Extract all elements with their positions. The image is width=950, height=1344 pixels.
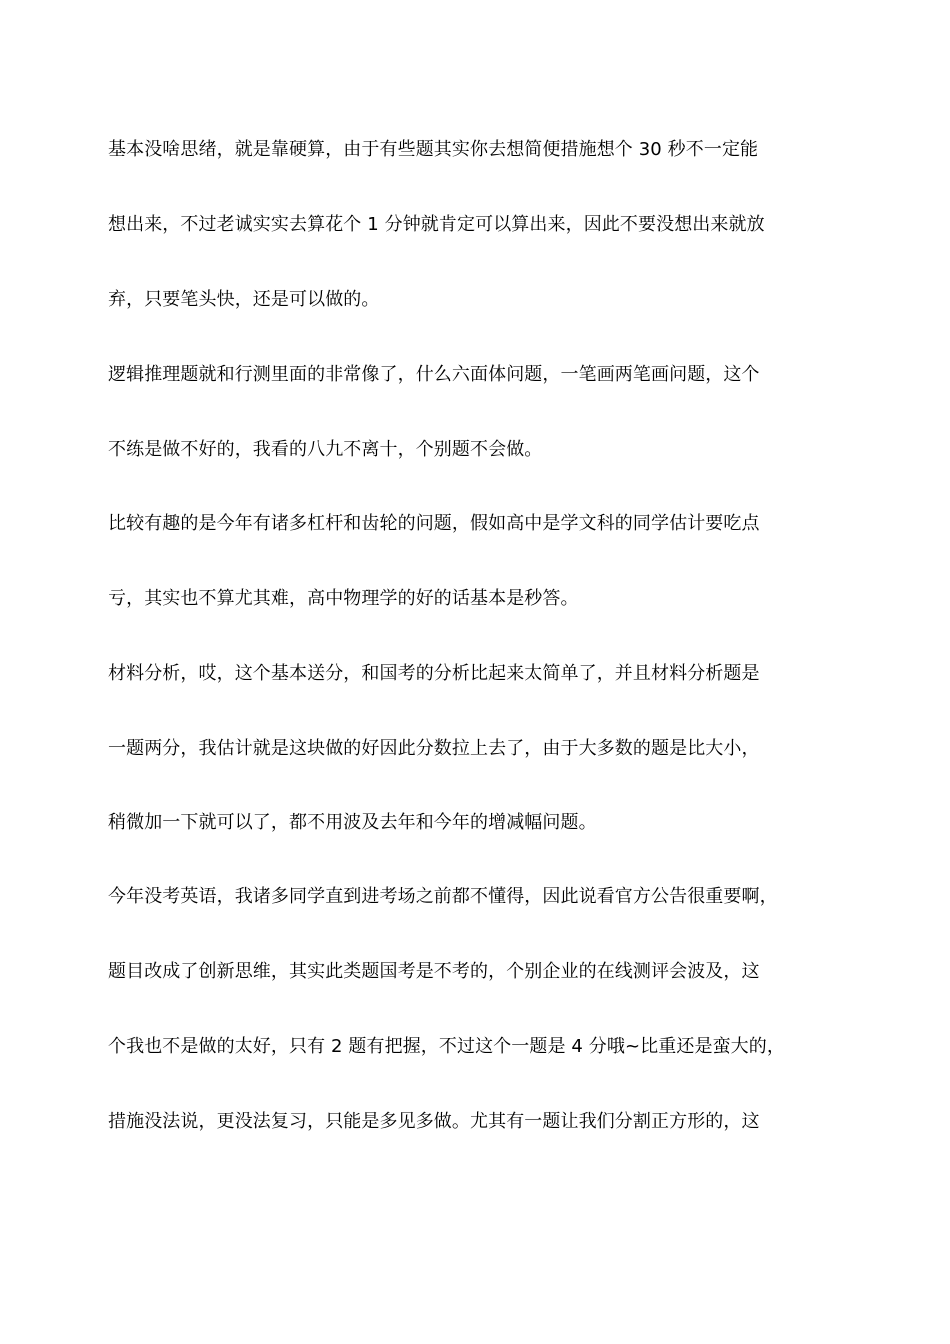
text-line: 想出来，不过老诚实实去算花个 1 分钟就肯定可以算出来，因此不要没想出来就放 [108,214,765,235]
text-line: 措施没法说，更没法复习，只能是多见多做。尤其有一题让我们分割正方形的，这 [108,1111,760,1132]
text-line: 弃，只要笔头快，还是可以做的。 [108,289,380,310]
text-line: 逻辑推理题就和行测里面的非常像了，什么六面体问题，一笔画两笔画问题，这个 [108,364,760,385]
text-line: 题目改成了创新思维，其实此类题国考是不考的，个别企业的在线测评会波及，这 [108,961,760,982]
text-line: 一题两分，我估计就是这块做的好因此分数拉上去了，由于大多数的题是比大小， [108,738,760,759]
text-line: 比较有趣的是今年有诸多杠杆和齿轮的问题，假如高中是学文科的同学估计要吃点 [108,513,760,534]
text-line: 今年没考英语，我诸多同学直到进考场之前都不懂得，因此说看官方公告很重要啊， [108,886,778,907]
text-line: 稍微加一下就可以了，都不用波及去年和今年的增减幅问题。 [108,812,597,833]
text-line: 不练是做不好的，我看的八九不离十，个别题不会做。 [108,439,543,460]
text-line: 材料分析，哎，这个基本送分，和国考的分析比起来太简单了，并且材料分析题是 [108,663,760,684]
text-line: 个我也不是做的太好，只有 2 题有把握，不过这个一题是 4 分哦~比重还是蛮大的， [108,1036,785,1057]
text-line: 基本没啥思绪，就是靠硬算，由于有些题其实你去想简便措施想个 30 秒不一定能 [108,139,759,160]
text-line: 亏，其实也不算尤其难，高中物理学的好的话基本是秒答。 [108,588,579,609]
